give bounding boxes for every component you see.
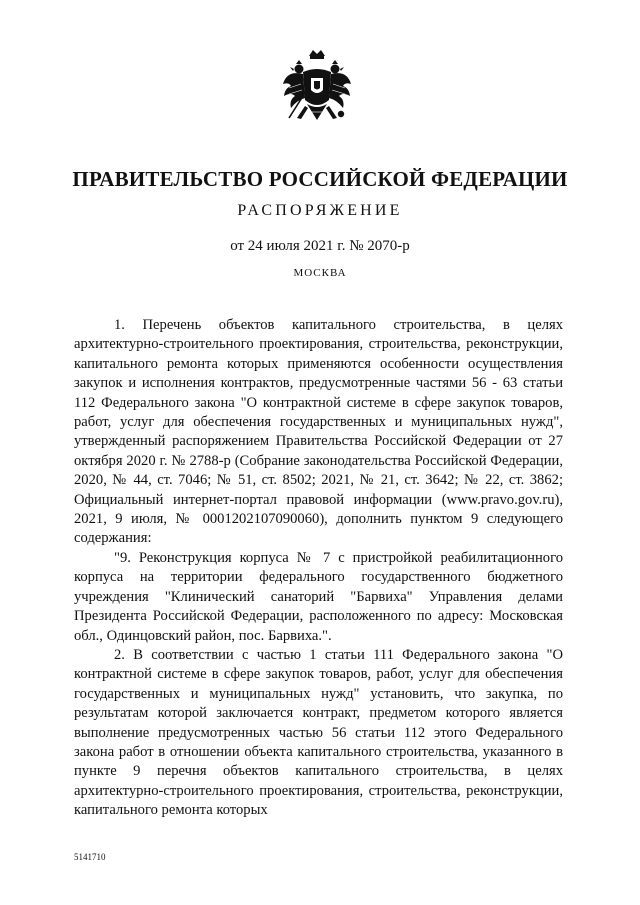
government-title: ПРАВИТЕЛЬСТВО РОССИЙСКОЙ ФЕДЕРАЦИИ	[72, 167, 568, 191]
paragraph-2: "9. Реконструкция корпуса № 7 с пристройкой реабилитационного корпуса на территории федерального государственного бюджетного учреждения "Клинический санаторий "Барвиха" Управления делами Президента Российской Федерации, расположенного по адресу: Московская обл., Одинцовский район, пос. Барвиха.".	[74, 549, 563, 644]
paragraph-3: 2. В соответствии с частью 1 статьи 111 Федерального закона "О контрактной системе в сфере закупок товаров, работ, услуг для обеспечения государственных и муниципальных нужд" установить, что закупка, по результатам которой заключается контракт, предметом которого является выполнение предусмотренных частью 56 статьи 112 этого Федерального закона работ в отношении объекта капитального строительства, указанного в пункте 9 перечня объектов капитального строительства, в целях архитектурно-строительного проектирования, строительства, реконструкции, капитального ремонта которых	[74, 646, 563, 819]
document-type: РАСПОРЯЖЕНИЕ	[237, 202, 403, 219]
document-body	[74, 316, 563, 821]
document-date-number: от 24 июля 2021 г. № 2070-р	[230, 238, 410, 254]
document-city: МОСКВА	[293, 267, 347, 279]
paragraph-1: 1. Перечень объектов капитального строительства, в целях архитектурно-строительного проектирования, строительства, реконструкции, капитального ремонта которых применяются особенности осуществления закупок и исполнения контрактов, предусмотренные частями 56 - 63 статьи 112 Федерального закона "О контрактной системе в сфере закупок товаров, работ, услуг для обеспечения государственных и муниципальных нужд", утвержденный распоряжением Правительства Российской Федерации от 27 октября 2020 г. № 2788-р (Собрание законодательства Российской Федерации, 2020, № 44, ст. 7046; № 51, ст. 8502; 2021, № 21, ст. 3642; № 22, ст. 3862; Официальный интернет-портал правовой информации (www.pravo.gov.ru), 2021, 9 июля, № 0001202107090060), дополнить пунктом 9 следующего содержания:	[74, 317, 563, 547]
coat-of-arms-icon	[279, 48, 355, 140]
footer-document-code: 5141710	[74, 852, 106, 862]
